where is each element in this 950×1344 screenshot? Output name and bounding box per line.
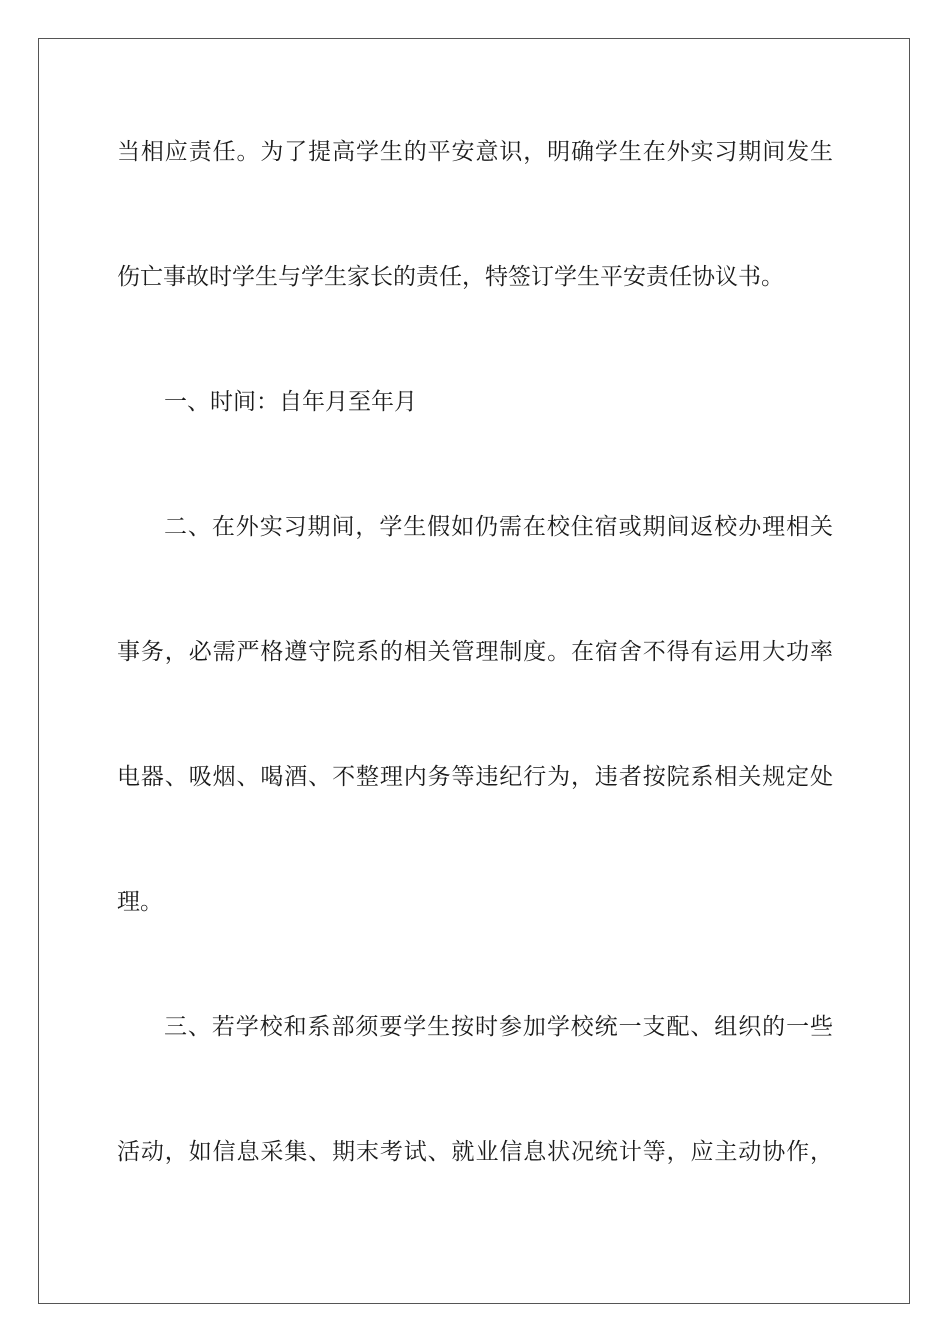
body-line-2: 伤亡事故时学生与学生家长的责任，特签订学生平安责任协议书。 <box>117 264 784 290</box>
section-3-line-2: 活动，如信息采集、期末考试、就业信息状况统计等，应主动协作， <box>117 1139 833 1165</box>
body-line-1: 当相应责任。为了提高学生的平安意识，明确学生在外实习期间发生 <box>117 139 833 165</box>
section-2-line-2: 事务，必需严格遵守院系的相关管理制度。在宿舍不得有运用大功率 <box>117 639 833 665</box>
section-3-line-1: 三、若学校和系部须要学生按时参加学校统一支配、组织的一些 <box>164 1014 833 1040</box>
section-2-line-3: 电器、吸烟、喝酒、不整理内务等违纪行为，违者按院系相关规定处 <box>117 764 833 790</box>
section-1-time: 一、时间：自年月至年月 <box>164 389 417 415</box>
section-2-line-4: 理。 <box>117 889 163 915</box>
page-border <box>38 38 910 1304</box>
section-2-line-1: 二、在外实习期间，学生假如仍需在校住宿或期间返校办理相关 <box>164 514 833 540</box>
